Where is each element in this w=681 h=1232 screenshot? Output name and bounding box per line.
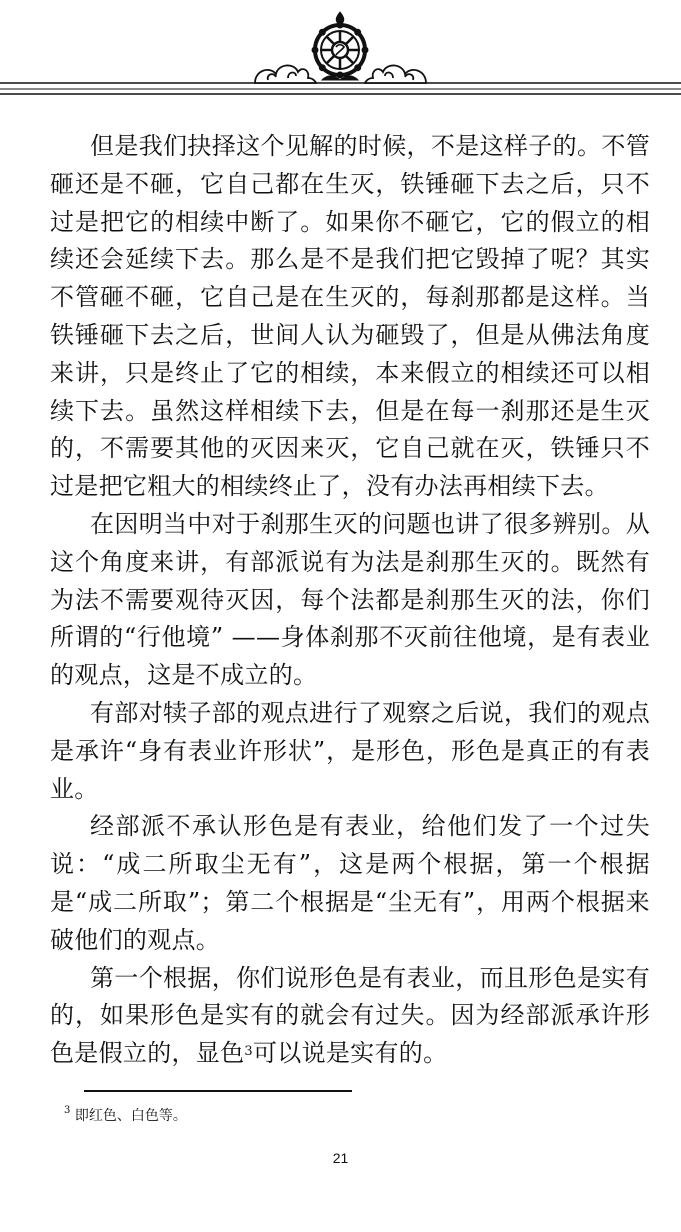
body-text — [50, 128, 650, 1073]
paragraph-3: 有部对犊子部的观点进行了观察之后说，我们的观点是承许“身有表业许形状”，是形色，形色是真正的有表业。 — [50, 698, 650, 803]
footnote — [64, 1105, 187, 1125]
footnote-text: 即红色、白色等。 — [74, 1108, 187, 1124]
dharma-wheel-icon — [312, 12, 368, 80]
footnote-reference-marker[interactable]: 3 — [244, 1044, 253, 1060]
header-ornament — [0, 0, 681, 100]
paragraph-2: 在因明当中对于刹那生灭的问题也讲了很多辨别。从这个角度来讲，有部派说有为法是刹那生灭的。既然有为法不需要观待灭因，每个法都是刹那生灭的法，你们所谓的“行他境” ——身体刹那不灭前往他境，是有表业的观点，这是不成立的。 — [50, 509, 650, 690]
paragraph-5 — [50, 960, 650, 1073]
paragraph-1: 但是我们抉择这个见解的时候，不是这样子的。不管砸还是不砸，它自己都在生灭，铁锤砸下去之后，只不过是把它的相续中断了。如果你不砸它，它的假立的相续还会延续下去。那么是不是我们把它毁掉了呢？其实不管砸不砸，它自己是在生灭的，每刹那都是这样。当铁锤砸下去之后，世间人认为砸毁了，但是从佛法角度来讲，只是终止了它的相续，本来假立的相续还可以相续下去。虽然这样相续下去，但是在每一刹那还是生灭的，不需要其他的灭因来灭，它自己就在灭，铁锤只不过是把它粗大的相续终止了，没有办法再相续下去。 — [50, 132, 650, 501]
paragraph-5-text-before-note: 第一个根据，你们说形色是有表业，而且形色是实有的，如果形色是实有的就会有过失。因为经部派承许形色是假立的，显色 — [50, 963, 650, 1068]
left-cloud-ornament — [255, 65, 316, 83]
footnote-separator — [84, 1090, 352, 1092]
paragraph-5-text-after-note: 可以说是实有的。 — [252, 1039, 448, 1068]
header-border-lines — [0, 0, 681, 100]
right-cloud-ornament — [365, 65, 426, 83]
footnote-marker: 3 — [64, 1105, 71, 1116]
page-number: 21 — [332, 1150, 349, 1166]
paragraph-4: 经部派不承认形色是有表业，给他们发了一个过失说：“成二所取尘无有”，这是两个根据，第一个根据是“成二所取”；第二个根据是“尘无有”，用两个根据来破他们的观点。 — [50, 812, 650, 954]
